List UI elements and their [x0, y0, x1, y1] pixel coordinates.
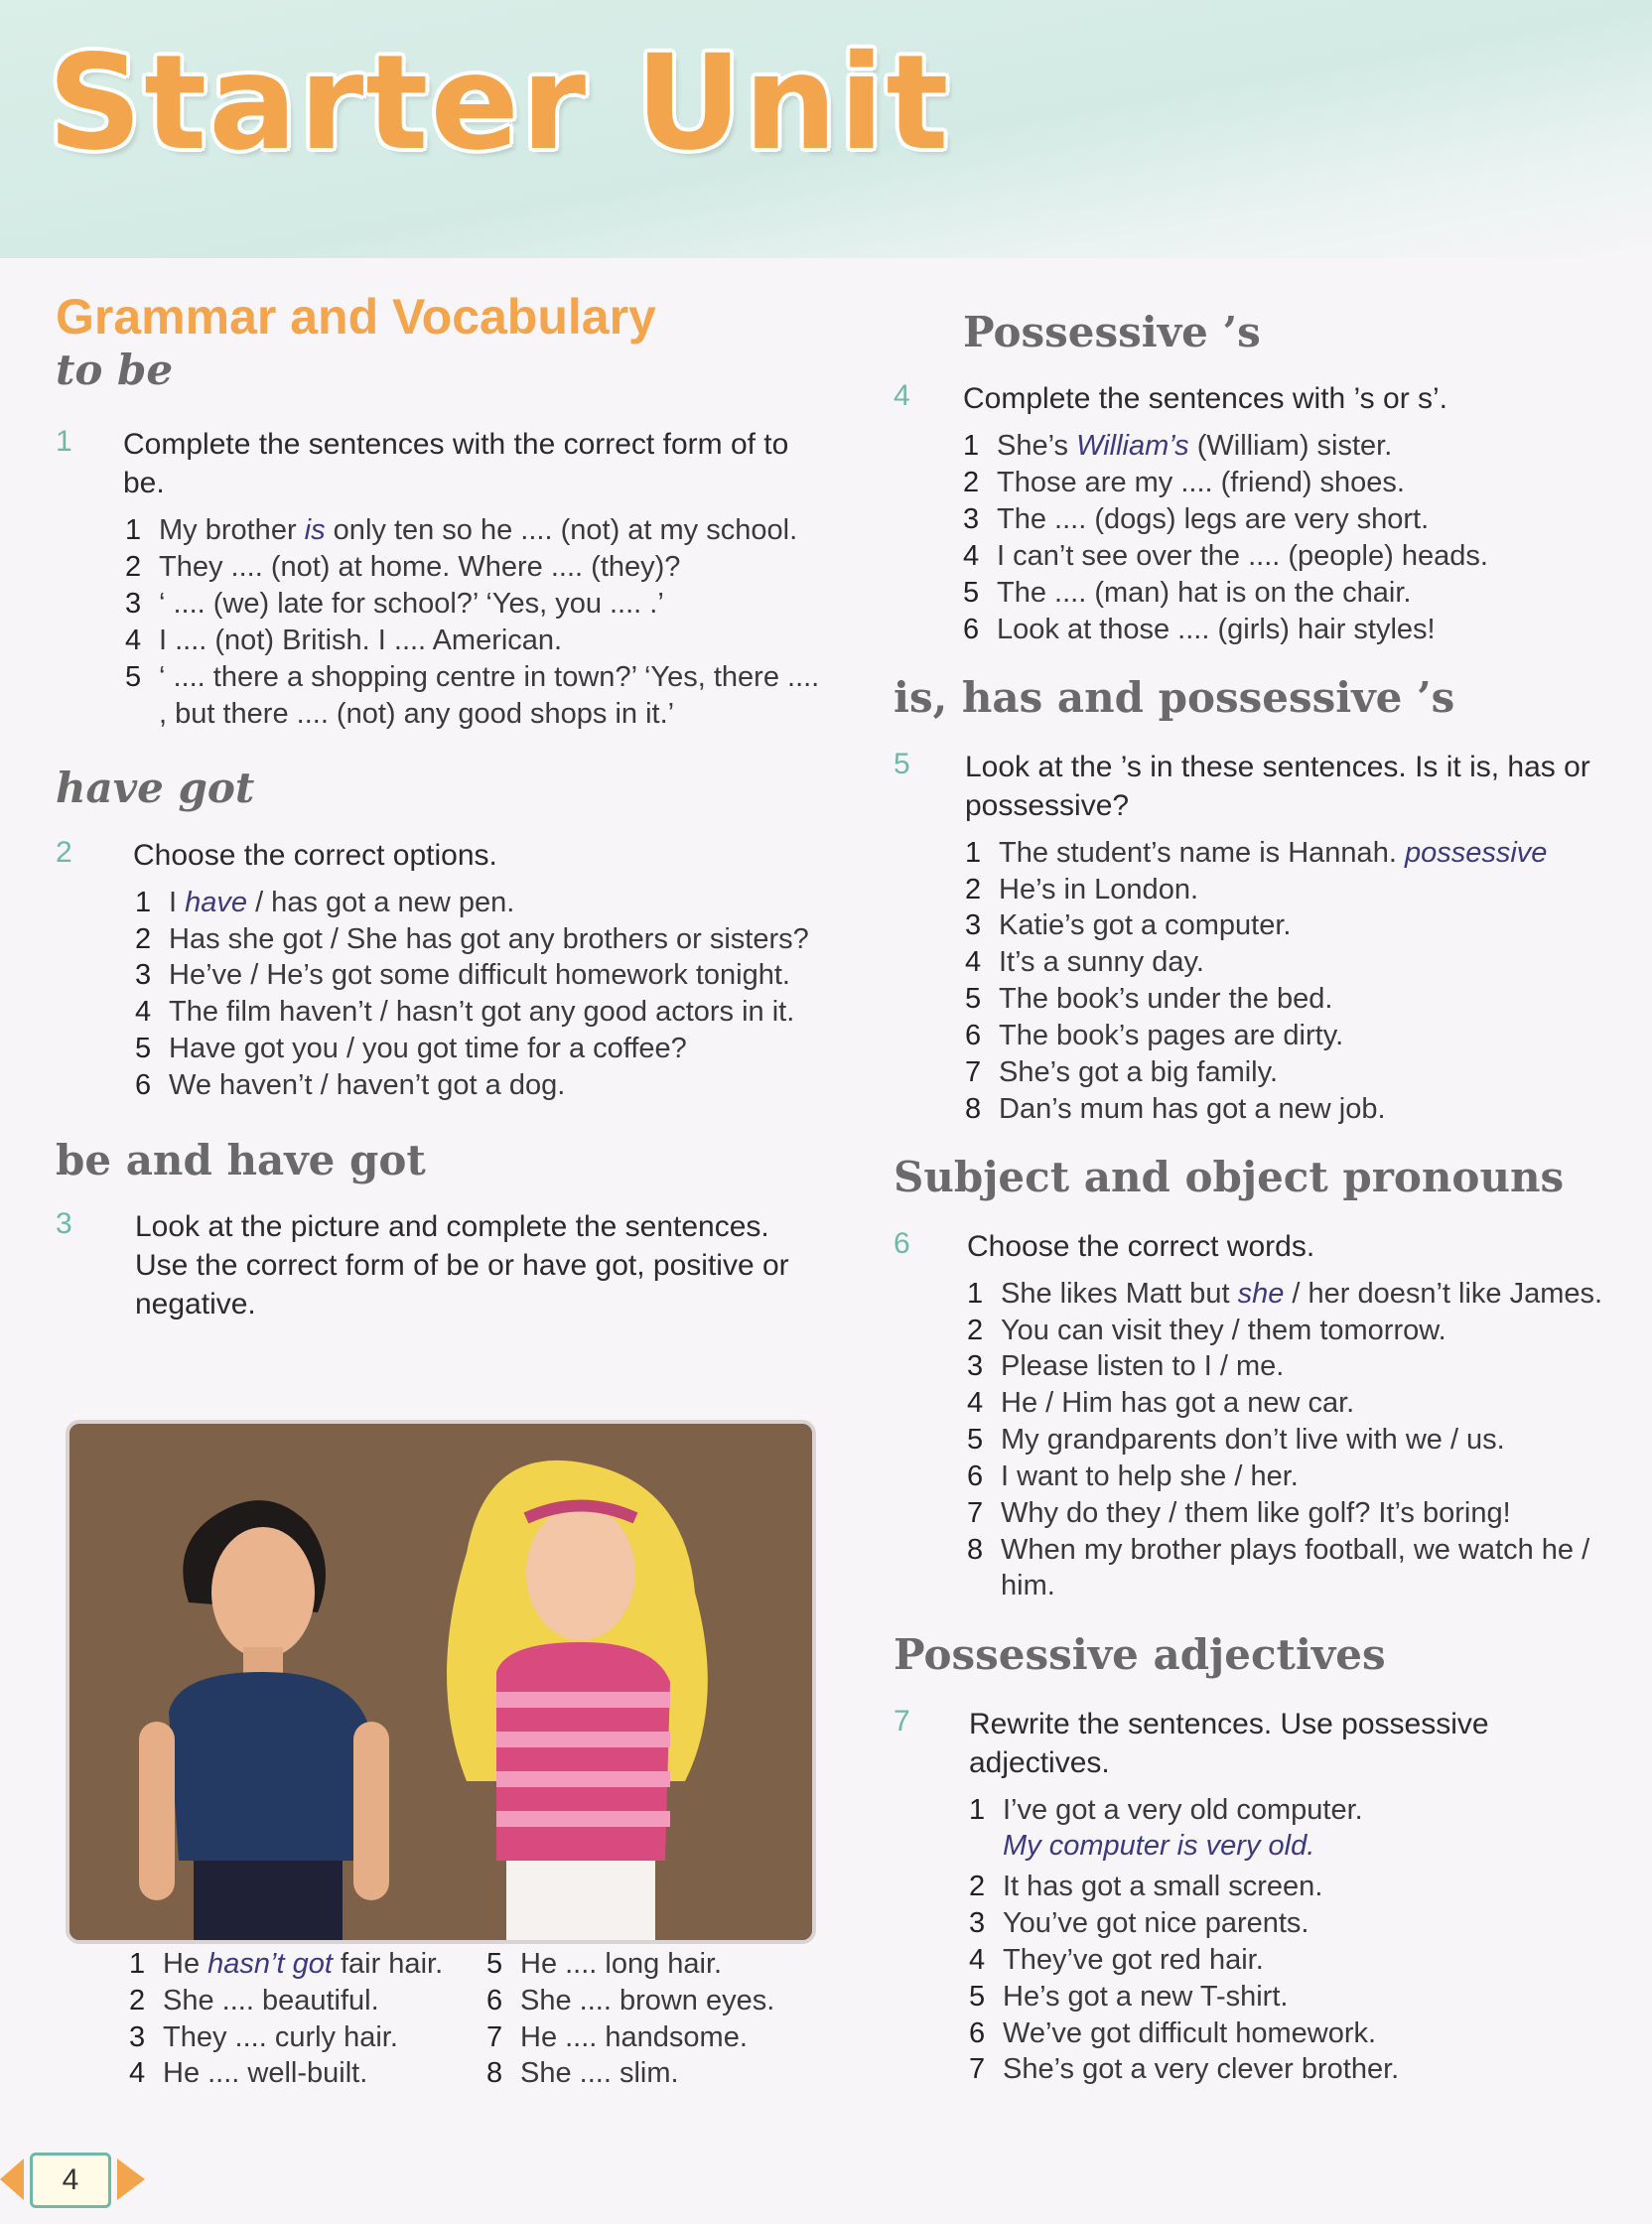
ex3-number: 3 [56, 1207, 72, 1241]
list-item [969, 1942, 1628, 1979]
item-text: He’s in London. [999, 873, 1199, 905]
exercise-6 [894, 1227, 1628, 1604]
item-text: He .... well-built. [163, 2057, 368, 2090]
list-item [486, 2055, 804, 2092]
item-text: They .... curly hair. [163, 2020, 398, 2053]
list-item [967, 1276, 1628, 1313]
item-number: 5 [125, 660, 142, 693]
item-text: Katie’s got a computer. [999, 909, 1292, 942]
list-item [135, 885, 820, 921]
example-answer: My computer is very old. [1003, 1830, 1315, 1863]
item-text: You can visit they / them tomorrow. [1001, 1314, 1446, 1346]
item-number: 3 [967, 1350, 984, 1383]
list-item [969, 1869, 1628, 1905]
ex1-instruction: Complete the sentences with the correct form of to be. [123, 428, 789, 500]
list-item [963, 612, 1628, 648]
ex4-number: 4 [894, 379, 910, 413]
item-text: She’s got a very clever brother. [1003, 2053, 1400, 2086]
item-number: 3 [129, 2020, 146, 2053]
item-text: Dan’s mum has got a new job. [999, 1092, 1386, 1125]
ex6-instruction: Choose the correct words. [967, 1229, 1315, 1263]
item-text: ‘ .... (we) late for school?’ ‘Yes, you .... .’ [159, 588, 664, 621]
item-number: 3 [969, 1907, 986, 1940]
item-number: 4 [963, 539, 980, 572]
item-text: The book’s pages are dirty. [999, 1019, 1344, 1051]
ex1-number: 1 [56, 425, 72, 459]
list-item [135, 921, 820, 958]
list-item [965, 907, 1628, 944]
list-item [969, 1905, 1628, 1942]
item-text: Why do they / them like golf? It’s boring! [1001, 1496, 1511, 1529]
item-number: 1 [125, 514, 142, 547]
item-number: 7 [486, 2020, 503, 2053]
list-item [969, 1792, 1628, 1866]
item-text: He [163, 1948, 208, 1980]
item-number: 4 [965, 946, 982, 979]
item-text: She .... brown eyes. [520, 1984, 775, 2016]
item-number: 6 [969, 2016, 986, 2049]
section-title: Grammar and Vocabulary [56, 289, 656, 345]
item-text: Have got you / you got time for a coffee? [169, 1033, 687, 1065]
ex6-items [894, 1276, 1628, 1604]
ex5-number: 5 [894, 747, 910, 780]
item-text: He .... long hair. [520, 1948, 723, 1980]
list-item [965, 872, 1628, 908]
page-title: Starter Unit [48, 27, 951, 180]
list-item [967, 1532, 1628, 1605]
item-number: 5 [965, 983, 982, 1016]
ex3-heading: be and have got [56, 1135, 426, 1184]
list-item [963, 538, 1628, 575]
list-item [486, 1983, 804, 2019]
item-text-continued: fair hair. [332, 1948, 444, 1980]
item-number: 5 [967, 1424, 984, 1457]
item-number: 6 [965, 1019, 982, 1051]
item-number: 1 [129, 1948, 146, 1980]
people-illustration [69, 1424, 812, 1940]
list-item [135, 957, 820, 994]
answer-text: have [185, 886, 248, 918]
item-number: 1 [963, 430, 980, 463]
item-number: 8 [965, 1092, 982, 1125]
list-item [135, 994, 820, 1031]
item-text: It has got a small screen. [1003, 1871, 1323, 1903]
ex7-heading: Possessive adjectives [894, 1630, 1386, 1680]
ex4-instruction: Complete the sentences with ’s or s’. [963, 382, 1448, 416]
item-text: You’ve got nice parents. [1003, 1907, 1309, 1940]
list-item [965, 981, 1628, 1018]
item-text: The book’s under the bed. [999, 983, 1333, 1016]
list-item [125, 549, 820, 586]
item-number: 3 [965, 909, 982, 942]
item-number: 6 [967, 1460, 984, 1492]
list-item [125, 659, 820, 733]
item-number: 4 [967, 1387, 984, 1420]
item-text: The .... (man) hat is on the chair. [997, 576, 1412, 609]
list-item [129, 1946, 447, 1983]
item-text: The student’s name is Hannah. [999, 836, 1405, 869]
item-text: She’s [997, 430, 1077, 463]
item-text: My brother [159, 514, 305, 547]
item-text: He .... handsome. [520, 2020, 748, 2053]
exercise-7 [894, 1705, 1628, 2089]
list-item [965, 835, 1628, 872]
list-item [965, 1018, 1628, 1054]
exercise-3 [56, 1207, 820, 1323]
item-text: Has she got / She has got any brothers or sisters? [169, 922, 809, 955]
item-text: We’ve got difficult homework. [1003, 2016, 1377, 2049]
list-item [963, 501, 1628, 538]
list-item [486, 2019, 804, 2056]
answer-text: she [1237, 1277, 1285, 1310]
ex2-items [56, 885, 820, 1104]
item-text: He’ve / He’s got some difficult homework tonight. [169, 959, 790, 992]
item-number: 8 [967, 1533, 984, 1566]
exercise-4 [894, 379, 1628, 647]
ex7-items-rest [894, 1869, 1628, 2088]
item-text: They’ve got red hair. [1003, 1943, 1264, 1976]
item-number: 6 [486, 1984, 503, 2016]
list-item [965, 1091, 1628, 1128]
ex5-heading: is, has and possessive ’s [894, 673, 1455, 723]
list-item [125, 586, 820, 623]
item-text: Look at those .... (girls) hair styles! [997, 613, 1436, 645]
item-number: 2 [965, 873, 982, 905]
item-number: 4 [125, 624, 142, 656]
ex3-items-right [486, 1946, 804, 2092]
item-number: 6 [963, 613, 980, 645]
item-text: It’s a sunny day. [999, 946, 1204, 979]
item-number: 1 [965, 836, 982, 869]
item-number: 4 [129, 2057, 146, 2090]
item-number: 2 [129, 1984, 146, 2016]
ex3-items-left [56, 1946, 447, 2092]
item-text: Please listen to I / me. [1001, 1350, 1285, 1383]
item-text: We haven’t / haven’t got a dog. [169, 1068, 566, 1101]
ex7-number: 7 [894, 1704, 910, 1738]
item-number: 3 [125, 588, 142, 621]
item-number: 1 [135, 886, 152, 918]
item-text: She .... beautiful. [163, 1984, 379, 2016]
list-item [965, 1054, 1628, 1091]
item-number: 1 [969, 1793, 986, 1826]
item-text: I .... (not) British. I .... American. [159, 624, 563, 656]
illustration-boy-and-girl [66, 1420, 816, 1944]
item-text: I’ve got a very old computer. [1003, 1793, 1363, 1826]
ex1-heading: to be [56, 346, 174, 394]
list-item [963, 575, 1628, 612]
list-item [135, 1031, 820, 1067]
list-item [967, 1459, 1628, 1495]
item-text: Those are my .... (friend) shoes. [997, 467, 1405, 499]
item-number: 5 [969, 1980, 986, 2013]
ex3-instruction: Look at the picture and complete the sentences. Use the correct form of be or have got, positive or negative. [135, 1210, 789, 1321]
item-number: 2 [135, 922, 152, 955]
list-item [965, 944, 1628, 981]
item-number: 8 [486, 2057, 503, 2090]
item-number: 5 [486, 1948, 503, 1980]
next-page-arrow-icon[interactable] [117, 2158, 145, 2200]
list-item [125, 512, 820, 549]
item-number: 6 [135, 1068, 152, 1101]
answer-text: possessive [1404, 836, 1548, 869]
list-item [135, 1067, 820, 1104]
item-text-continued: only ten so he .... (not) at my school. [325, 514, 798, 547]
ex3-items [56, 1946, 820, 2092]
right-column [894, 308, 1628, 2088]
item-number: 3 [135, 959, 152, 992]
list-item [486, 1946, 804, 1983]
previous-page-arrow-icon[interactable] [0, 2158, 24, 2200]
ex7-items [894, 1792, 1628, 1866]
exercise-5 [894, 748, 1628, 1128]
item-text: She’s got a big family. [999, 1055, 1279, 1088]
item-text-continued: (William) sister. [1188, 430, 1393, 463]
item-text: He / Him has got a new car. [1001, 1387, 1355, 1420]
item-number: 5 [963, 576, 980, 609]
item-text-continued: / has got a new pen. [247, 886, 515, 918]
item-number: 2 [963, 467, 980, 499]
exercise-1 [56, 425, 820, 732]
ex4-heading: Possessive ’s [963, 308, 1261, 356]
item-number: 5 [135, 1033, 152, 1065]
ex1-items [56, 512, 820, 732]
list-item [969, 2016, 1628, 2052]
ex6-number: 6 [894, 1226, 910, 1260]
ex2-number: 2 [56, 835, 72, 869]
list-item [967, 1422, 1628, 1459]
answer-text: William’s [1076, 430, 1189, 463]
ex2-instruction: Choose the correct options. [133, 838, 497, 872]
item-text: The film haven’t / hasn’t got any good actors in it. [169, 996, 795, 1029]
list-item [963, 465, 1628, 501]
item-number: 2 [125, 551, 142, 584]
item-text: When my brother plays football, we watch he / him. [1001, 1533, 1590, 1602]
ex6-heading: Subject and object pronouns [894, 1153, 1565, 1202]
item-number: 7 [965, 1055, 982, 1088]
left-column [56, 288, 820, 2090]
answer-text: hasn’t got [207, 1948, 333, 1980]
item-number: 7 [969, 2053, 986, 2086]
item-number: 3 [963, 503, 980, 536]
ex5-instruction: Look at the ’s in these sentences. Is it is, has or possessive? [965, 750, 1590, 822]
item-text: He’s got a new T-shirt. [1003, 1980, 1289, 2013]
item-number: 2 [967, 1314, 984, 1346]
item-number: 7 [967, 1496, 984, 1529]
page-number: 4 [30, 2153, 111, 2208]
item-text: I [169, 886, 186, 918]
ex2-heading: have got [56, 764, 255, 813]
item-number: 2 [969, 1871, 986, 1903]
answer-text: is [304, 514, 326, 547]
exercise-2 [56, 836, 820, 1104]
ex5-items [894, 835, 1628, 1128]
item-text: She .... slim. [520, 2057, 679, 2090]
item-number: 4 [135, 996, 152, 1029]
item-number: 1 [967, 1277, 984, 1310]
item-text: She likes Matt but [1001, 1277, 1238, 1310]
list-item [129, 1983, 447, 2019]
list-item [969, 2051, 1628, 2088]
item-text-continued: / her doesn’t like James. [1284, 1277, 1603, 1310]
item-text: They .... (not) at home. Where .... (they)? [159, 551, 681, 584]
ex4-items [894, 428, 1628, 647]
item-text: ‘ .... there a shopping centre in town?’ ‘Yes, there .... , but there .... (not) any good shops in it.’ [159, 660, 820, 730]
list-item [129, 2019, 447, 2056]
list-item [967, 1348, 1628, 1385]
list-item [967, 1385, 1628, 1422]
item-text: My grandparents don’t live with we / us. [1001, 1424, 1505, 1457]
ex7-instruction: Rewrite the sentences. Use possessive adjectives. [969, 1707, 1489, 1779]
item-text: I want to help she / her. [1001, 1460, 1299, 1492]
list-item [963, 428, 1628, 465]
list-item [969, 1979, 1628, 2016]
list-item [125, 623, 820, 659]
list-item [967, 1313, 1628, 1349]
item-text: I can’t see over the .... (people) heads. [997, 539, 1488, 572]
item-number: 4 [969, 1943, 986, 1976]
item-text: The .... (dogs) legs are very short. [997, 503, 1430, 536]
list-item [967, 1495, 1628, 1532]
list-item [129, 2055, 447, 2092]
